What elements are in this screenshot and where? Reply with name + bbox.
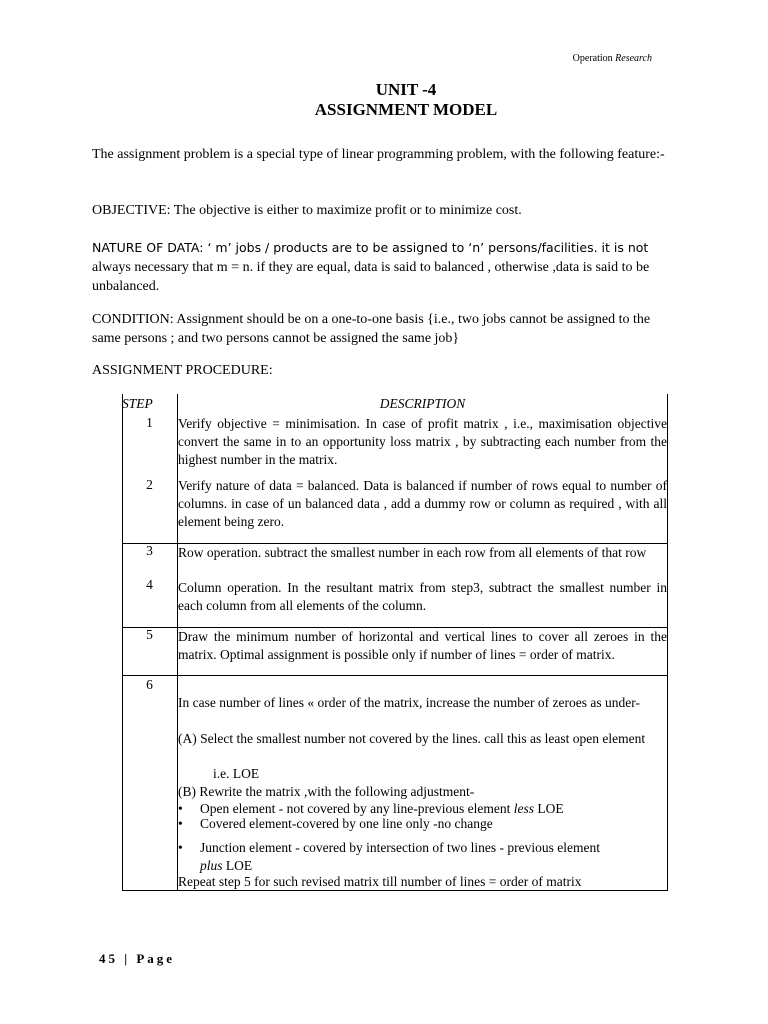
step-description: In case number of lines « order of the matrix, increase the number of zeroes as under- <box>178 695 640 710</box>
intro-paragraph: The assignment problem is a special type of linear programming problem, with the following feature:- <box>92 147 665 162</box>
header-suffix: Research <box>615 53 652 64</box>
procedure-table <box>122 394 668 891</box>
bullet-emphasis: plus <box>200 858 223 873</box>
step-number: 2 <box>146 477 153 492</box>
objective-paragraph: OBJECTIVE: The objective is either to maximize profit or to minimize cost. <box>92 203 522 218</box>
step-number: 5 <box>146 627 153 642</box>
running-header <box>573 53 652 64</box>
bullet-text: Covered element-covered by one line only -no change <box>200 816 493 831</box>
step-description: Row operation. subtract the smallest number in each row from all elements of that row <box>178 545 647 560</box>
header-prefix: Operation <box>572 53 613 64</box>
condition-paragraph: CONDITION: Assignment should be on a one-to-one basis {i.e., two jobs cannot be assigned to the same persons ; and two persons cannot be assigned the same job} <box>92 312 651 346</box>
list-item <box>178 815 667 833</box>
step-description: Draw the minimum number of horizontal and vertical lines to cover all zeroes in the matrix. Optimal assignment is possible only if number of lines = order of matrix. <box>178 629 667 662</box>
step-sub-b: (B) Rewrite the matrix ,with the following adjustment- <box>178 784 475 799</box>
step-number: 6 <box>146 677 153 692</box>
chapter-title: ASSIGNMENT MODEL <box>314 100 498 119</box>
nature-paragraph <box>92 238 668 296</box>
step-sub-a: (A) Select the smallest number not covered by the lines. call this as least open element <box>178 731 646 746</box>
step-number: 1 <box>146 415 153 430</box>
step-number: 4 <box>146 577 153 592</box>
step-loe: i.e. LOE <box>213 766 260 781</box>
table-border-right <box>667 394 668 891</box>
bullet-text: Junction element - covered by intersection of two lines - previous element <box>200 840 601 855</box>
procedure-heading: ASSIGNMENT PROCEDURE: <box>92 363 273 378</box>
unit-title: UNIT -4 <box>375 80 437 99</box>
column-header-step: STEP <box>122 396 153 411</box>
bullet-icon: • <box>178 816 183 831</box>
bullet-text: LOE <box>534 801 564 816</box>
nature-body-text: always necessary that m = n. if they are equal, data is said to balanced , otherwise ,data is said to be unbalanced. <box>92 260 650 294</box>
nature-heading-text: NATURE OF DATA: ‘ m’ jobs / products are to be assigned to ‘n’ persons/facilities. it is not <box>92 240 649 255</box>
bullet-text: LOE <box>222 858 253 873</box>
step-number: 3 <box>146 543 153 558</box>
step-description: Verify nature of data = balanced. Data is balanced if number of rows equal to number of columns. in case of un balanced data , add a dummy row or column as required , with all element being zero. <box>178 478 667 529</box>
column-header-description: DESCRIPTION <box>379 396 466 411</box>
table-row-divider <box>122 675 668 676</box>
bullet-icon: • <box>178 801 183 816</box>
bullet-icon: • <box>178 840 183 855</box>
step-description: Verify objective = minimisation. In case of profit matrix , i.e., maximisation objective convert the same in to an opportunity loss matrix , by subtracting each number from the highest number in the matrix. <box>178 416 667 467</box>
step-description: Column operation. In the resultant matrix from step3, subtract the smallest number in each column from all elements of the column. <box>178 580 667 613</box>
step-repeat-note: Repeat step 5 for such revised matrix till number of lines = order of matrix <box>178 874 582 889</box>
bullet-emphasis: less <box>513 801 535 816</box>
page-number: 45 | Page <box>99 951 176 966</box>
bullet-text: Open element - not covered by any line-previous element <box>200 801 514 816</box>
list-item <box>178 839 667 875</box>
